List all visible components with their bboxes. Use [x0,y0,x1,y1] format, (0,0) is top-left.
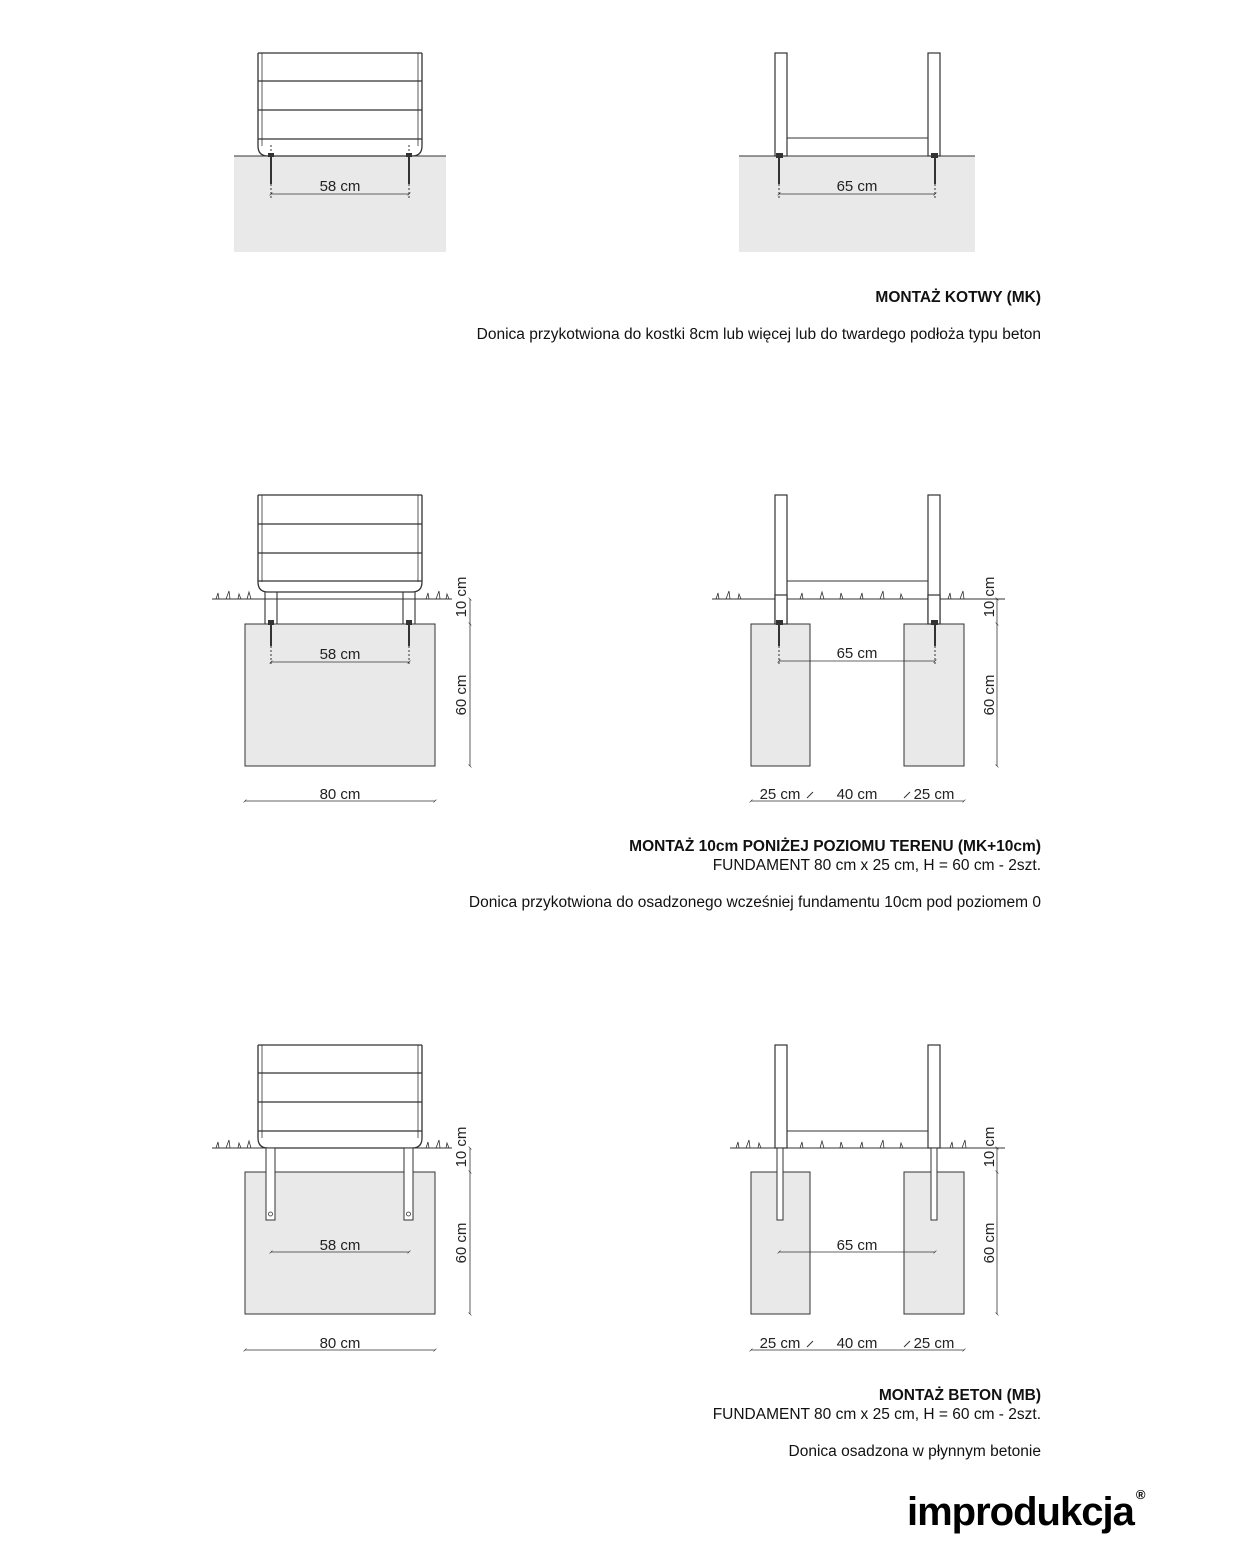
brand-logo-text: improdukcja [907,1490,1134,1534]
section-mk-front-view [234,53,446,252]
dim-foundation-label: 80 cm [319,786,361,803]
dim-depth-label: 10 cm [981,1126,998,1168]
planter-body [258,1045,422,1148]
section-mb-side-view [730,1045,1005,1352]
planter-leg [928,1045,940,1148]
ground-block [234,156,446,252]
dim-depth-label: 10 cm [981,576,998,618]
planter-leg [404,1148,413,1220]
section-description: Donica przykotwiona do kostki 8cm lub więcej lub do twardego podłoża typu beton [476,326,1041,343]
planter-body [258,495,422,592]
dim-left-label: 25 cm [759,1335,801,1352]
dim-left-label: 25 cm [759,786,801,803]
ground-block [739,156,975,252]
foundation-block [751,624,810,766]
planter-leg [266,1148,275,1220]
dim-middle-label: 40 cm [836,1335,878,1352]
dim-foundation-label: 80 cm [319,1335,361,1352]
dim-width-label: 58 cm [319,1237,361,1254]
section-mb-front-view [212,1045,470,1352]
dim-right-label: 25 cm [913,1335,955,1352]
registered-mark: ® [1135,1487,1146,1502]
section-description: Donica osadzona w płynnym betonie [788,1443,1041,1460]
planter-leg [928,53,940,156]
section-title: MONTAŻ BETON (MB) [878,1387,1041,1404]
dim-depth-label: 10 cm [453,576,470,618]
brand-logo [907,1487,1145,1535]
dim-width-label: 58 cm [319,646,361,663]
section-subtitle: FUNDAMENT 80 cm x 25 cm, H = 60 cm - 2szt. [712,1406,1041,1423]
dim-width-label: 65 cm [836,1237,878,1254]
section-subtitle: FUNDAMENT 80 cm x 25 cm, H = 60 cm - 2szt. [712,857,1041,874]
grass-icon [716,591,964,599]
section-description: Donica przykotwiona do osadzonego wcześniej fundamentu 10cm pod poziomem 0 [468,894,1041,911]
planter-leg [775,1045,787,1148]
dim-height-label: 60 cm [453,1222,470,1264]
dim-width-label: 65 cm [836,645,878,662]
dim-height-label: 60 cm [453,674,470,716]
section-mk10-side-view [712,495,1005,803]
dim-height-label: 60 cm [981,674,998,716]
section-mk10-front-view [212,495,470,803]
dim-middle-label: 40 cm [836,786,878,803]
dim-height-label: 60 cm [981,1222,998,1264]
dim-right-label: 25 cm [913,786,955,803]
planter-leg [775,53,787,156]
planter-body [258,53,422,156]
dim-width-label: 58 cm [319,178,361,195]
section-mk-side-view [739,53,975,252]
grass-icon [216,1140,449,1148]
section-title: MONTAŻ KOTWY (MK) [875,289,1041,306]
section-title: MONTAŻ 10cm PONIŻEJ POZIOMU TERENU (MK+10cm) [629,838,1041,855]
dim-depth-label: 10 cm [453,1126,470,1168]
dim-width-label: 65 cm [836,178,878,195]
